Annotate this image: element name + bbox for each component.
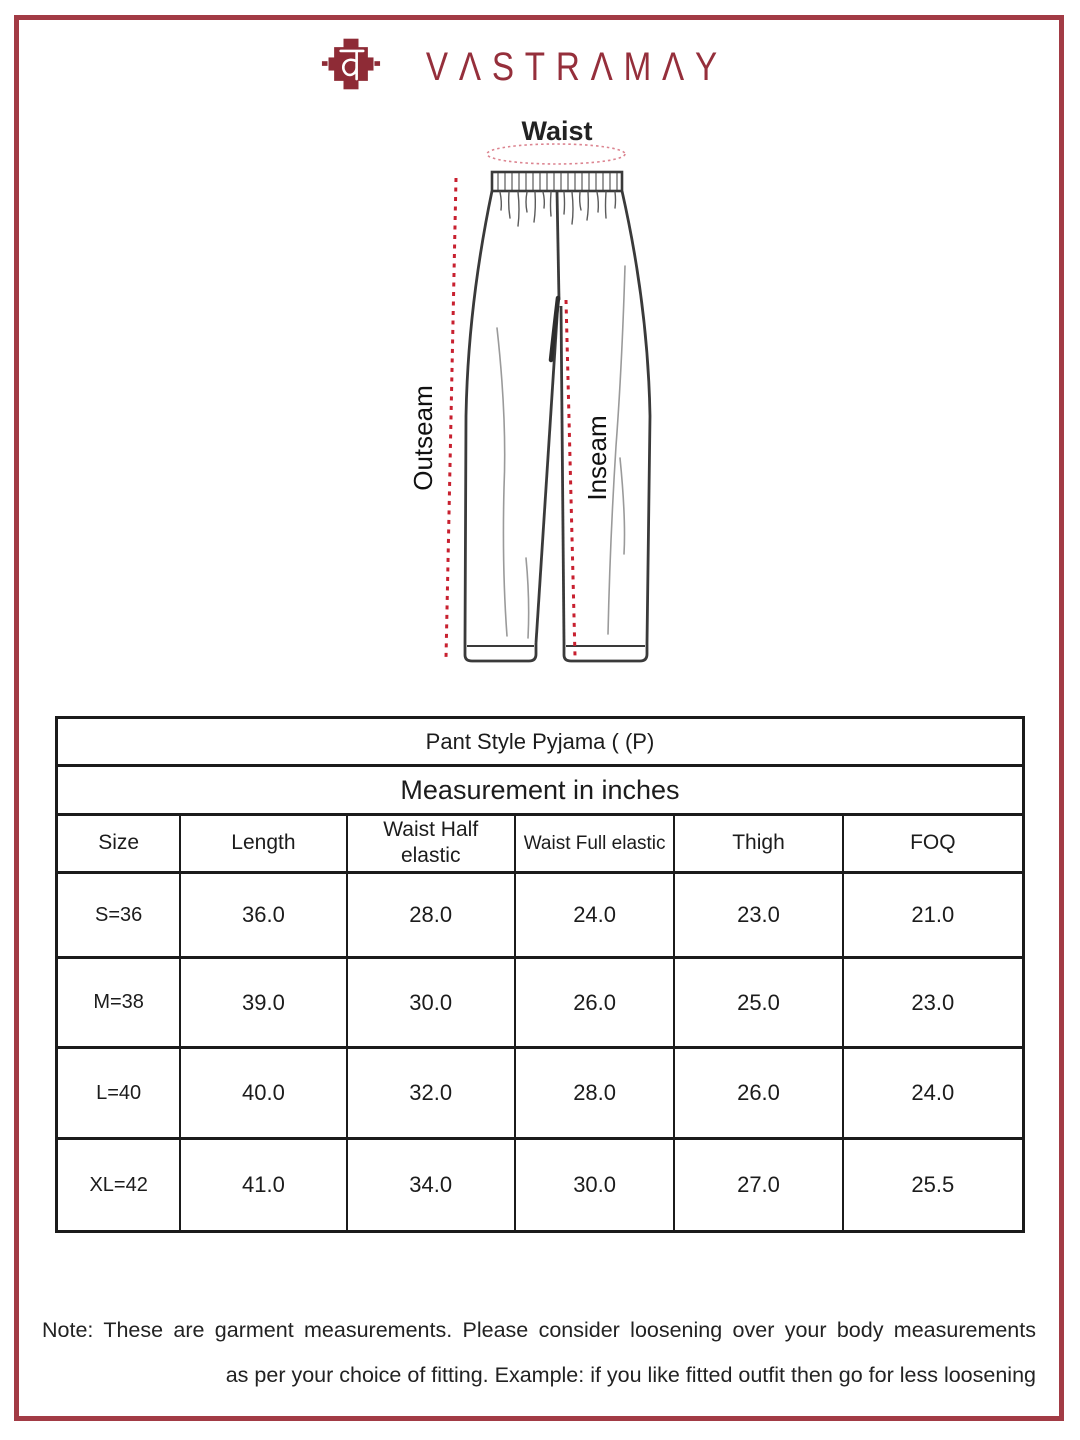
col-header-waist-full: Waist Full elastic xyxy=(515,814,675,872)
table-title: Pant Style Pyjama ( (P) xyxy=(57,718,1024,766)
table-row-xl xyxy=(57,1139,1024,1232)
waist-label: Waist xyxy=(521,116,593,146)
brand-logo-icon xyxy=(321,36,381,92)
inseam-label: Inseam xyxy=(582,415,612,501)
col-header-waist-half: Waist Half elastic xyxy=(347,814,515,872)
waist-ellipse xyxy=(487,144,625,164)
waist-half-value: 32.0 xyxy=(347,1047,515,1139)
outseam-dashed-line xyxy=(446,178,456,658)
pants-diagram xyxy=(370,106,750,710)
inseam-dashed-line xyxy=(566,300,575,656)
length-value: 40.0 xyxy=(180,1047,346,1139)
waist-full-value: 24.0 xyxy=(515,873,675,958)
foq-value: 23.0 xyxy=(843,958,1024,1047)
waist-full-value: 26.0 xyxy=(515,958,675,1047)
size-value: L=40 xyxy=(57,1047,181,1139)
thigh-value: 27.0 xyxy=(674,1139,842,1232)
table-title-row xyxy=(57,718,1024,766)
waist-full-value: 28.0 xyxy=(515,1047,675,1139)
length-value: 36.0 xyxy=(180,873,346,958)
col-header-foq: FOQ xyxy=(843,814,1024,872)
table-row-m xyxy=(57,958,1024,1047)
col-header-thigh: Thigh xyxy=(674,814,842,872)
pants-outline xyxy=(465,191,650,661)
brand-name: VΛSTRΛMΛY xyxy=(426,45,728,89)
table-header-row xyxy=(57,814,1024,872)
size-value: XL=42 xyxy=(57,1139,181,1232)
table-subtitle-row xyxy=(57,766,1024,814)
size-chart-table xyxy=(55,716,1025,1233)
note-line-1: Note: These are garment measurements. Please consider loosening over your body measurements xyxy=(42,1318,1036,1342)
thigh-value: 26.0 xyxy=(674,1047,842,1139)
size-value: M=38 xyxy=(57,958,181,1047)
thigh-value: 23.0 xyxy=(674,873,842,958)
thigh-value: 25.0 xyxy=(674,958,842,1047)
note-line-2: as per your choice of fitting. Example: if you like fitted outfit then go for less loosening xyxy=(225,1363,1036,1387)
waist-full-value: 30.0 xyxy=(515,1139,675,1232)
outseam-label: Outseam xyxy=(408,385,438,491)
length-value: 39.0 xyxy=(180,958,346,1047)
table-row-s xyxy=(57,873,1024,958)
table-subtitle: Measurement in inches xyxy=(57,766,1024,814)
measurement-note xyxy=(42,1308,1036,1398)
foq-value: 25.5 xyxy=(843,1139,1024,1232)
foq-value: 24.0 xyxy=(843,1047,1024,1139)
foq-value: 21.0 xyxy=(843,873,1024,958)
col-header-length: Length xyxy=(180,814,346,872)
waist-half-value: 34.0 xyxy=(347,1139,515,1232)
col-header-size: Size xyxy=(57,814,181,872)
length-value: 41.0 xyxy=(180,1139,346,1232)
waist-half-value: 30.0 xyxy=(347,958,515,1047)
table-row-l xyxy=(57,1047,1024,1139)
brand-logo xyxy=(0,36,1080,92)
size-value: S=36 xyxy=(57,873,181,958)
waist-half-value: 28.0 xyxy=(347,873,515,958)
